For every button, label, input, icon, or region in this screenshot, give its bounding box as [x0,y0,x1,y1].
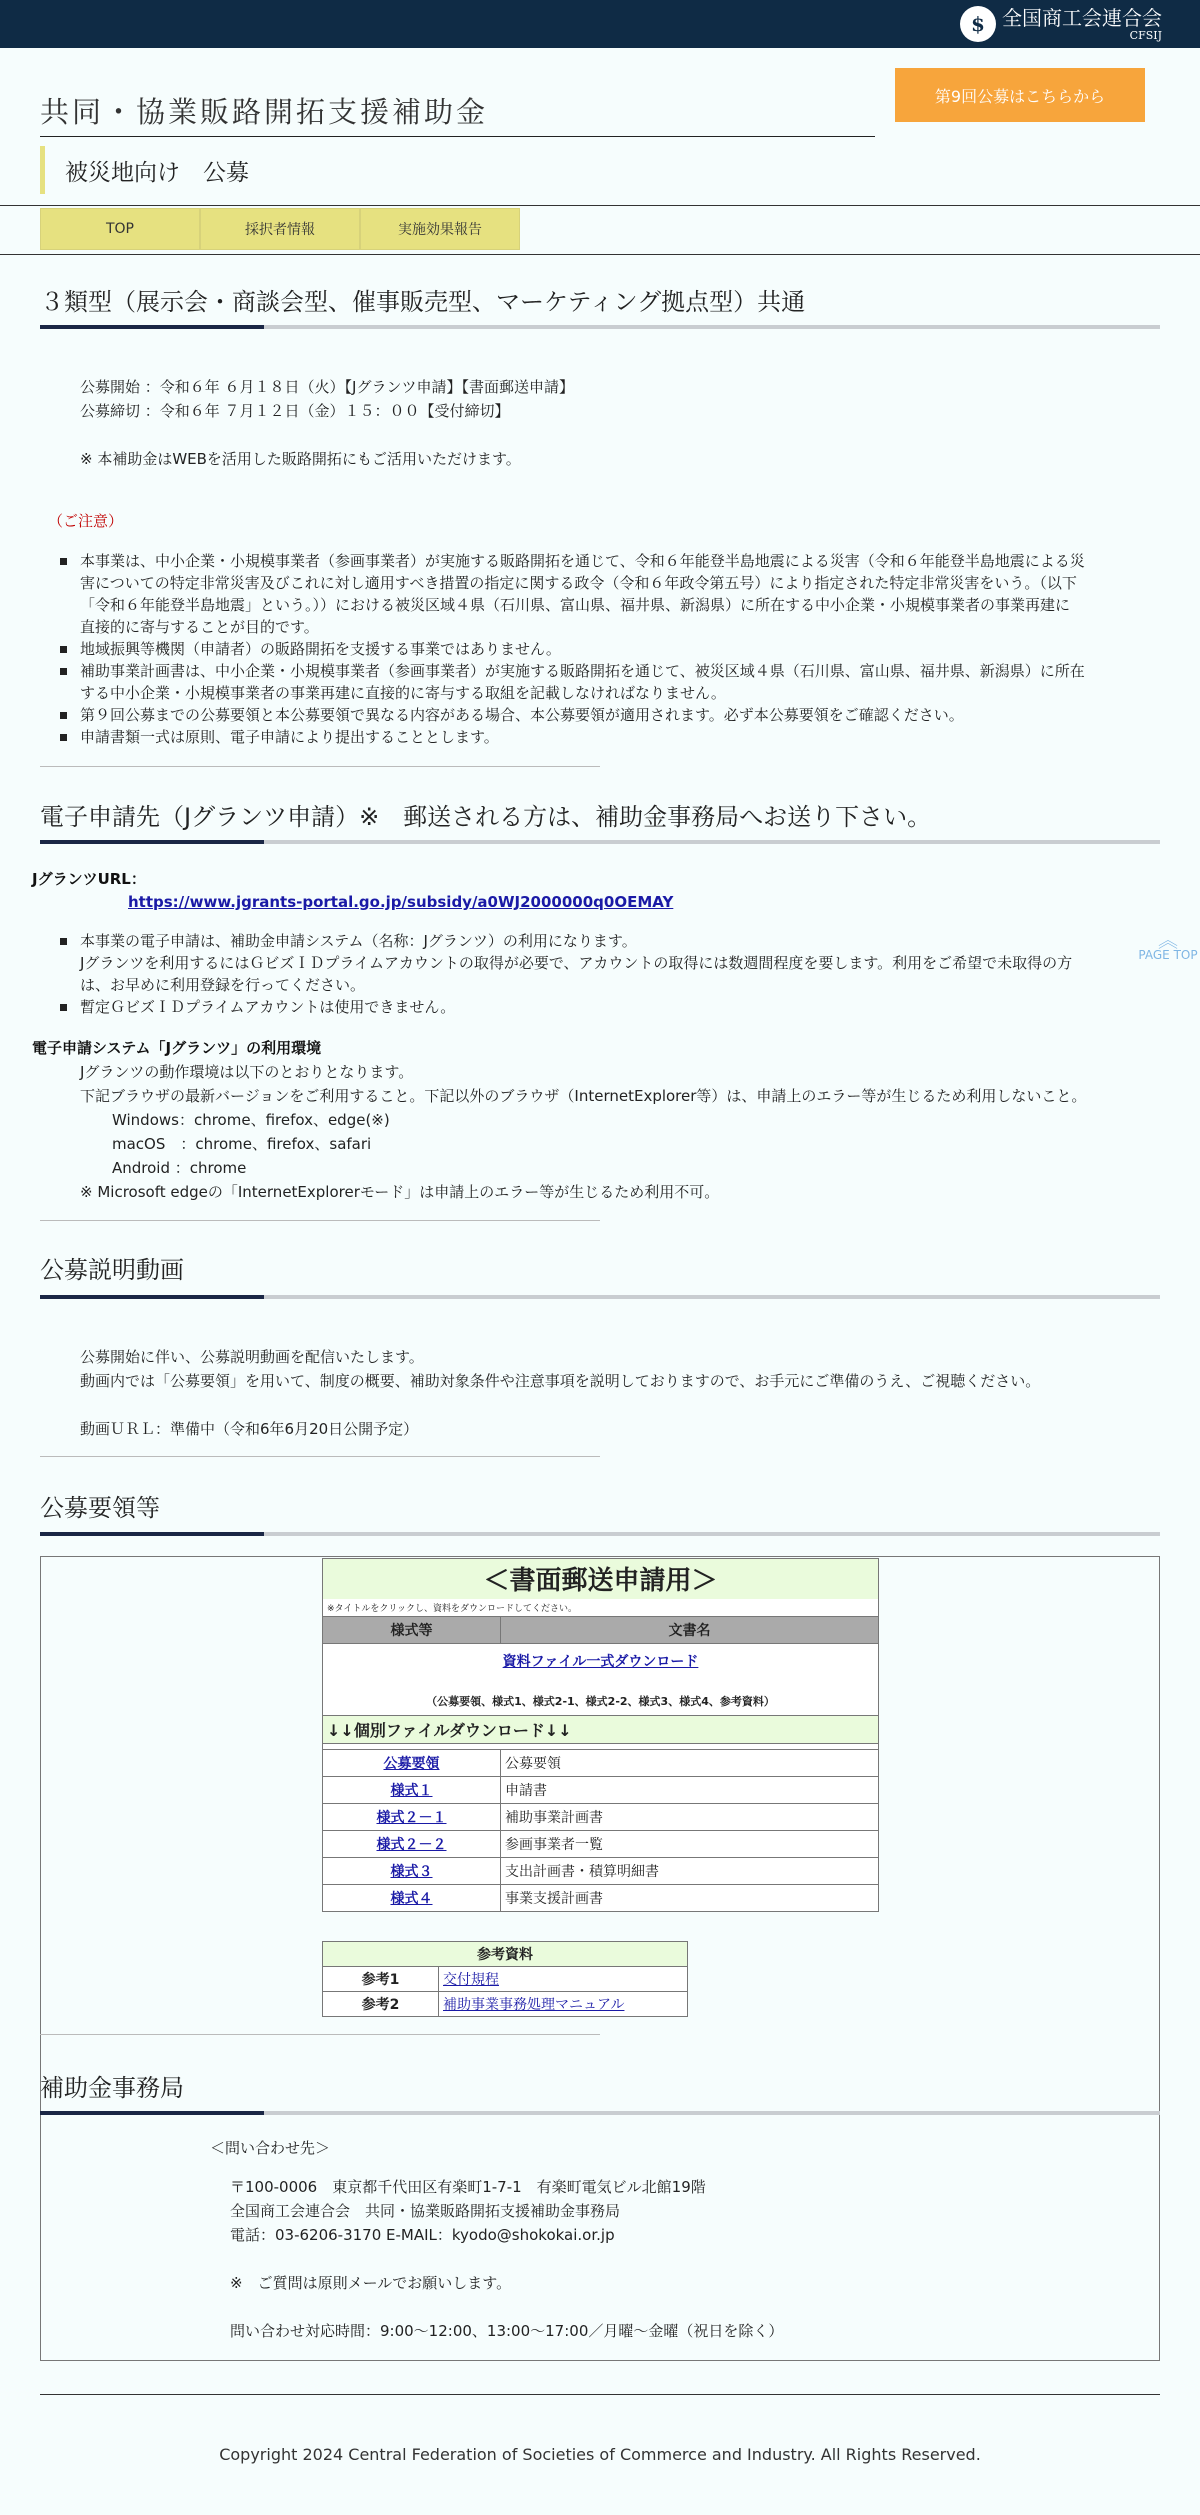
form-link-1[interactable]: 様式１ [390,1783,433,1799]
page-top-button[interactable] [1132,928,1200,962]
list-item: 地域振興等機関（申請者）の販路開拓を支援する事業ではありません。 [80,638,1160,660]
contact-org: 全国商工会連合会 共同・協業販路開拓支援補助金事務局 [230,2202,621,2220]
form-link-2-1[interactable]: 様式２－１ [376,1810,447,1826]
download-all-contents: （公募要領、様式1、様式2-1、様式2-2、様式3、様式4、参考資料） [426,1694,775,1708]
document-name: 補助事業計画書 [501,1804,879,1831]
schedule-end: 公募締切 ：令和６年 ７月１２日（金）１５：００【受付締切】 [80,402,510,420]
list-item: 第９回公募までの公募要領と本公募要領で異なる内容がある場合、本公募要領が適用されます。必ず本公募要領をご確認ください。 [80,704,1160,726]
column-header-form: 様式等 [323,1617,501,1644]
jgrants-url-link[interactable]: https://www.jgrants-portal.go.jp/subsidy/a0WJ2000000q0OEMAY [128,893,674,911]
download-all-link[interactable]: 資料ファイル一式ダウンロード [502,1653,699,1670]
video-info [80,1345,1040,1441]
env-line: 下記ブラウザの最新バージョンをご利用すること。下記以外のブラウザ（InternetExplorer等）は、申請上のエラー等が生じるため利用しないこと。 [80,1087,1087,1105]
form-link-2-2[interactable]: 様式２－２ [376,1837,447,1853]
documents-table [322,1558,879,1912]
env-browser-android: Android ：chrome [112,1159,247,1177]
logo-name: 全国商工会連合会 [1002,5,1162,30]
env-line: Jグランツの動作環境は以下のとおりとなります。 [80,1063,414,1081]
caution-list [80,550,1160,748]
contact-info [230,2175,783,2343]
copyright: Copyright 2024 Central Federation of Societies of Commerce and Industry. All Rights Reserved. [219,2445,981,2464]
table-row [323,1967,688,1992]
main-nav [40,208,520,250]
divider [40,766,600,767]
reference-label: 参考2 [323,1992,439,2017]
nav-top[interactable]: TOP [40,208,200,250]
list-item: 申請書類一式は原則、電子申請により提出することとします。 [80,726,1160,748]
column-header-document: 文書名 [501,1617,879,1644]
caution-label: （ご注意） [48,512,124,530]
list-item: 本事業の電子申請は、補助金申請システム（名称：Jグランツ）の利用になります。 Jグランツを利用するにはＧビズＩＤプライムアカウントの取得が必要で、アカウントの取得には数週間程度を要します。利用をご希望で未取得の方 は、お早めに利用登録を行ってください。 [80,930,1160,996]
section-jgrants-heading: 電子申請先（Jグランツ申請）※ 郵送される方は、補助金事務局へお送り下さい。 [40,803,932,831]
reference-link-manual[interactable]: 補助事業事務処理マニュアル [443,1997,625,2013]
contact-hours: 問い合わせ対応時間：9:00～12:00、13:00～17:00／月曜～金曜（祝日を除く） [230,2322,784,2340]
section-office-heading: 補助金事務局 [40,2074,184,2102]
contact-mail-note: ※ ご質問は原則メールでお願いします。 [230,2274,512,2292]
header-divider-top [0,205,1200,206]
document-name: 申請書 [501,1777,879,1804]
table-row [323,1885,879,1912]
video-line: 公募開始に伴い、公募説明動画を配信いたします。 [80,1348,424,1366]
section-video-underline [40,1295,1160,1299]
documents-table-note: ※タイトルをクリックし、資料をダウンロードしてください。 [323,1599,879,1617]
page-title: 共同・協業販路開拓支援補助金 [40,95,489,129]
page-top-label: PAGE TOP [1138,948,1198,962]
nav-adopted-info[interactable]: 採択者情報 [200,208,360,250]
section-common-underline [40,325,1160,329]
title-divider [40,136,875,137]
section-office-underline [40,2111,1160,2115]
list-item: 補助事業計画書は、中小企業・小規模事業者（参画事業者）が実施する販路開拓を通じて、被災区域４県（石川県、富山県、福井県、新潟県）に所在 する中小企業・小規模事業者の事業再建に直接的に寄与する取組を記載しなければなりません。 [80,660,1160,704]
documents-table-title: ＜書面郵送申請用＞ [323,1559,879,1599]
table-row [323,1804,879,1831]
env-line: ※ Microsoft edgeの「InternetExplorerモード」は申請上のエラー等が生じるため利用不可。 [80,1183,720,1201]
table-row [323,1992,688,2017]
reference-link-grant-rules[interactable]: 交付規程 [443,1972,499,1988]
individual-download-label: ↓↓個別ファイルダウンロード↓↓ [323,1716,879,1744]
reference-label: 参考1 [323,1967,439,1992]
schedule-start: 公募開始 ：令和６年 ６月１８日（火）【Jグランツ申請】【書面郵送申請】 [80,378,574,396]
table-row [323,1777,879,1804]
video-line: 動画内では「公募要領」を用いて、制度の概要、補助対象条件や注意事項を説明しておりますので、お手元にご準備のうえ、ご視聴ください。 [80,1372,1041,1390]
document-name: 公募要領 [501,1750,879,1777]
section-guidelines-heading: 公募要領等 [40,1494,160,1522]
divider [40,1220,600,1221]
web-note: ※ 本補助金はWEBを活用した販路開拓にもご活用いただけます。 [80,450,521,468]
document-name: 事業支援計画書 [501,1885,879,1912]
section-guidelines-underline [40,1532,1160,1536]
footer-divider [40,2394,1160,2395]
top-bar [0,0,1200,48]
divider [40,2034,600,2035]
divider [40,1456,600,1457]
section-jgrants-underline [40,840,1160,844]
contact-phone-email: 電話：03-6206-3170 E-MAIL：kyodo@shokokai.or.jp [230,2226,615,2244]
logo-sub: CFSIJ [1129,28,1162,42]
form-link-4[interactable]: 様式４ [390,1891,433,1907]
logo-text [1002,5,1162,42]
jgrants-notes [80,930,1160,1018]
table-row [323,1750,879,1777]
reference-table [322,1941,688,2017]
document-name: 支出計画書・積算明細書 [501,1858,879,1885]
form-link-3[interactable]: 様式３ [390,1864,433,1880]
env-lines [80,1060,1086,1204]
env-browser-windows: Windows：chrome、firefox、edge(※) [112,1111,390,1129]
jgrants-url-label: JグランツURL： [32,870,146,888]
section-video-heading: 公募説明動画 [40,1256,184,1284]
list-item: 本事業は、中小企業・小規模事業者（参画事業者）が実施する販路開拓を通じて、令和６年能登半島地震による災害（令和６年能登半島地震による災 害についての特定非常災害及びこれに対し適用すべき措置の指定に関する政令（令和６年政令第五号）により指定された特定非常災害をいう。（以下 「令和６年能登半島地震」という。））における被災区域４県（石川県、富山県、福井県、新潟県）に所在する中小企業・小規模事業者の事業再建に 直接的に寄与することが目的です。 [80,550,1160,638]
video-url-status: 動画ＵＲＬ：準備中（令和6年6月20日公開予定） [80,1420,419,1438]
contact-label: ＜問い合わせ先＞ [210,2139,331,2157]
env-label: 電子申請システム「Jグランツ」の利用環境 [32,1039,322,1057]
reference-table-title: 参考資料 [323,1942,688,1967]
nav-effect-report[interactable]: 実施効果報告 [360,208,520,250]
download-all-cell [323,1644,879,1716]
table-row [323,1831,879,1858]
section-common-heading: ３類型（展示会・商談会型、催事販売型、マーケティング拠点型）共通 [40,288,806,316]
env-browser-macos: macOS ：chrome、firefox、safari [112,1135,372,1153]
form-link-guidelines[interactable]: 公募要領 [383,1756,440,1772]
header-divider-bottom [0,254,1200,255]
page-subtitle: 被災地向け 公募 [40,146,249,194]
schedule [80,375,574,423]
document-name: 参画事業者一覧 [501,1831,879,1858]
contact-address: 〒100-0006 東京都千代田区有楽町1-7-1 有楽町電気ビル北館19階 [230,2178,706,2196]
logo-emblem-icon: $ [960,6,996,42]
ninth-call-button[interactable]: 第9回公募はこちらから [895,68,1145,122]
table-row [323,1858,879,1885]
logo[interactable] [960,4,1162,44]
double-chevron-up-icon: ︽ [1158,928,1178,952]
list-item: 暫定ＧビズＩＤプライムアカウントは使用できません。 [80,996,1160,1018]
